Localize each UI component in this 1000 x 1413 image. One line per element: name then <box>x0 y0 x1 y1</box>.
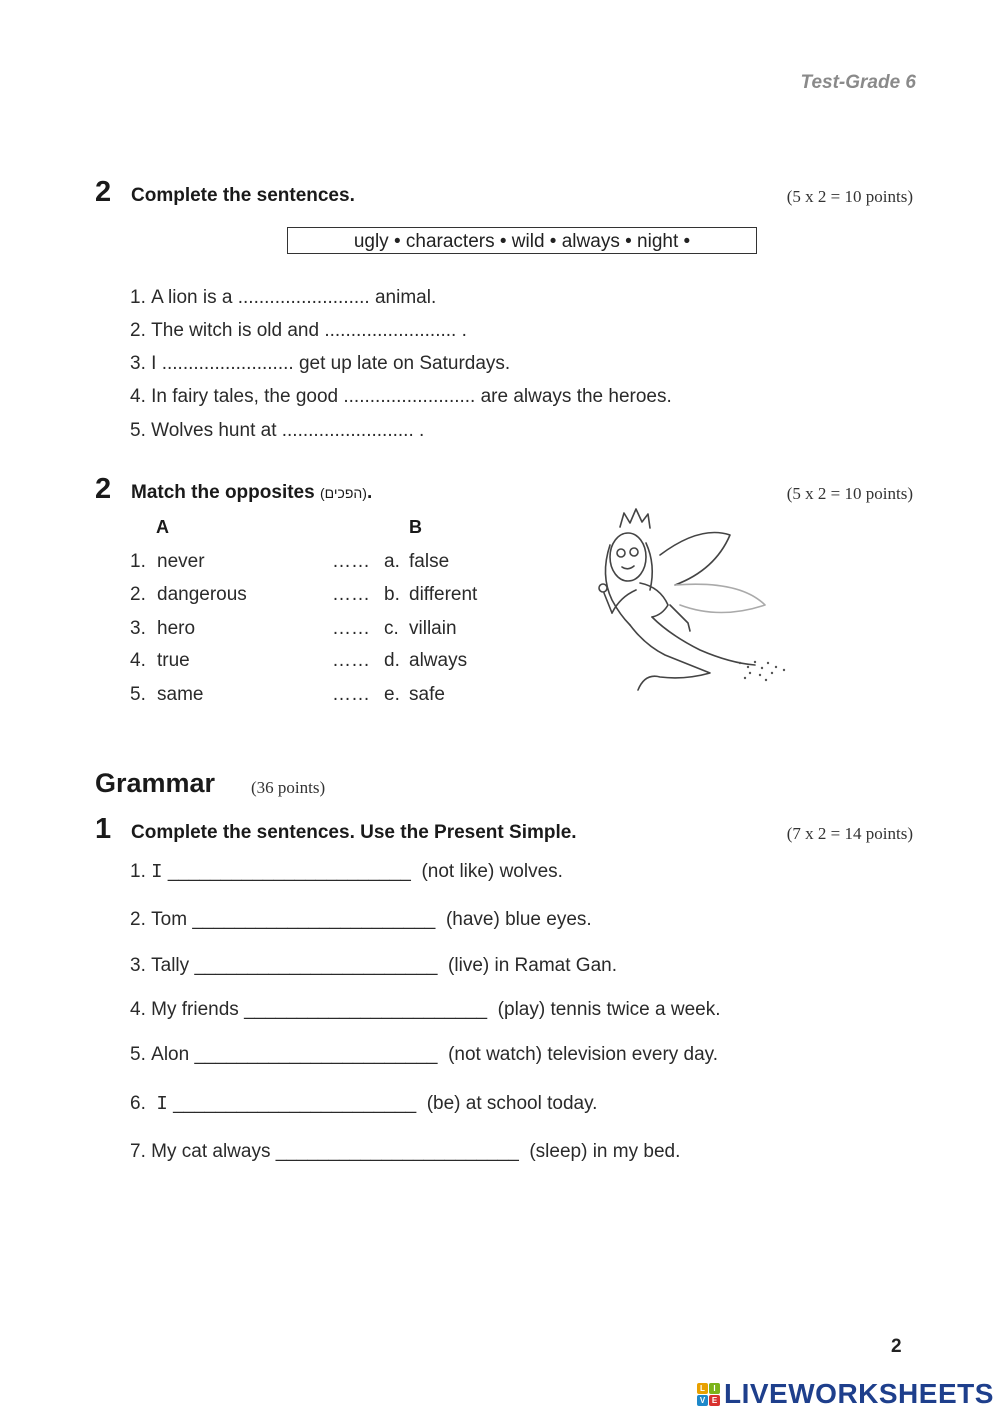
list-item: 4. In fairy tales, the good ......................... are always the heroes. <box>130 386 672 407</box>
list-item: 1. A lion is a ......................... animal. <box>130 287 437 308</box>
match-term-b: safe <box>409 684 445 705</box>
match-num: 4. <box>130 650 146 671</box>
answer-blank[interactable]: _______________________ <box>192 909 436 930</box>
match-num: 3. <box>130 618 146 639</box>
column-b-header: B <box>409 517 422 537</box>
answer-blank[interactable]: _______________________ <box>244 999 488 1020</box>
section1-title: Complete the sentences. <box>131 185 355 206</box>
match-answer-blank[interactable]: …… <box>332 650 370 671</box>
list-item: 4. My friends _______________________ (play) tennis twice a week. <box>130 999 721 1020</box>
page-header-title: Test-Grade 6 <box>800 72 916 93</box>
liveworksheets-logo[interactable]: LIVEWORKSHEETS <box>724 1378 994 1409</box>
section1-points: (5 x 2 = 10 points) <box>786 187 913 206</box>
liveworksheets-logo-icon: L I V E <box>697 1383 721 1407</box>
section3-number: 1 <box>95 813 112 845</box>
list-item: 6. I _______________________ (be) at school today. <box>130 1093 598 1115</box>
list-item: 7. My cat always _______________________ (sleep) in my bed. <box>130 1141 681 1162</box>
section2-title: Match the opposites (הפכים). <box>131 482 373 503</box>
answer-blank[interactable]: _______________________ <box>167 861 411 882</box>
section2-points: (5 x 2 = 10 points) <box>786 484 913 503</box>
match-letter: a. <box>384 551 400 572</box>
match-num: 1. <box>130 551 146 572</box>
match-answer-blank[interactable]: …… <box>332 618 370 639</box>
list-item: 3. Tally _______________________ (live) in Ramat Gan. <box>130 955 617 976</box>
match-letter: e. <box>384 684 400 705</box>
match-answer-blank[interactable]: …… <box>332 684 370 705</box>
answer-blank[interactable]: _______________________ <box>173 1093 417 1114</box>
match-letter: d. <box>384 650 400 671</box>
match-term-a: dangerous <box>157 584 247 605</box>
match-letter: c. <box>384 618 399 639</box>
section3-title: Complete the sentences. Use the Present Simple. <box>131 822 577 843</box>
match-answer-blank[interactable]: …… <box>332 551 370 572</box>
match-term-a: never <box>157 551 205 572</box>
match-num: 5. <box>130 684 146 705</box>
list-item: 1. I _______________________ (not like) wolves. <box>130 861 563 883</box>
list-item: 5. Wolves hunt at ......................... . <box>130 420 425 441</box>
match-term-a: true <box>157 650 190 671</box>
list-item: 3. I ......................... get up late on Saturdays. <box>130 353 511 374</box>
word-bank: ugly • characters • wild • always • night • <box>287 227 757 254</box>
answer-blank[interactable]: _______________________ <box>194 1044 438 1065</box>
hebrew-gloss: (הפכים) <box>319 485 367 501</box>
answer-blank[interactable]: _______________________ <box>194 955 438 976</box>
section1-number: 2 <box>95 176 112 208</box>
match-answer-blank[interactable]: …… <box>332 584 370 605</box>
match-letter: b. <box>384 584 400 605</box>
section2-number: 2 <box>95 473 112 505</box>
match-term-b: villain <box>409 618 457 639</box>
match-term-b: always <box>409 650 468 671</box>
section3-points: (7 x 2 = 14 points) <box>786 824 913 843</box>
page-number: 2 <box>891 1336 902 1357</box>
grammar-heading: Grammar <box>95 768 216 798</box>
grammar-points: (36 points) <box>251 778 326 797</box>
match-term-a: same <box>157 684 204 705</box>
list-item: 5. Alon _______________________ (not watch) television every day. <box>130 1044 719 1065</box>
list-item: 2. Tom _______________________ (have) blue eyes. <box>130 909 592 930</box>
match-term-b: false <box>409 551 450 572</box>
match-num: 2. <box>130 584 146 605</box>
column-a-header: A <box>156 517 169 537</box>
answer-blank[interactable]: _______________________ <box>275 1141 519 1162</box>
match-term-b: different <box>409 584 478 605</box>
match-term-a: hero <box>157 618 196 639</box>
list-item: 2. The witch is old and ......................... . <box>130 320 467 341</box>
fairy-illustration <box>590 505 795 700</box>
